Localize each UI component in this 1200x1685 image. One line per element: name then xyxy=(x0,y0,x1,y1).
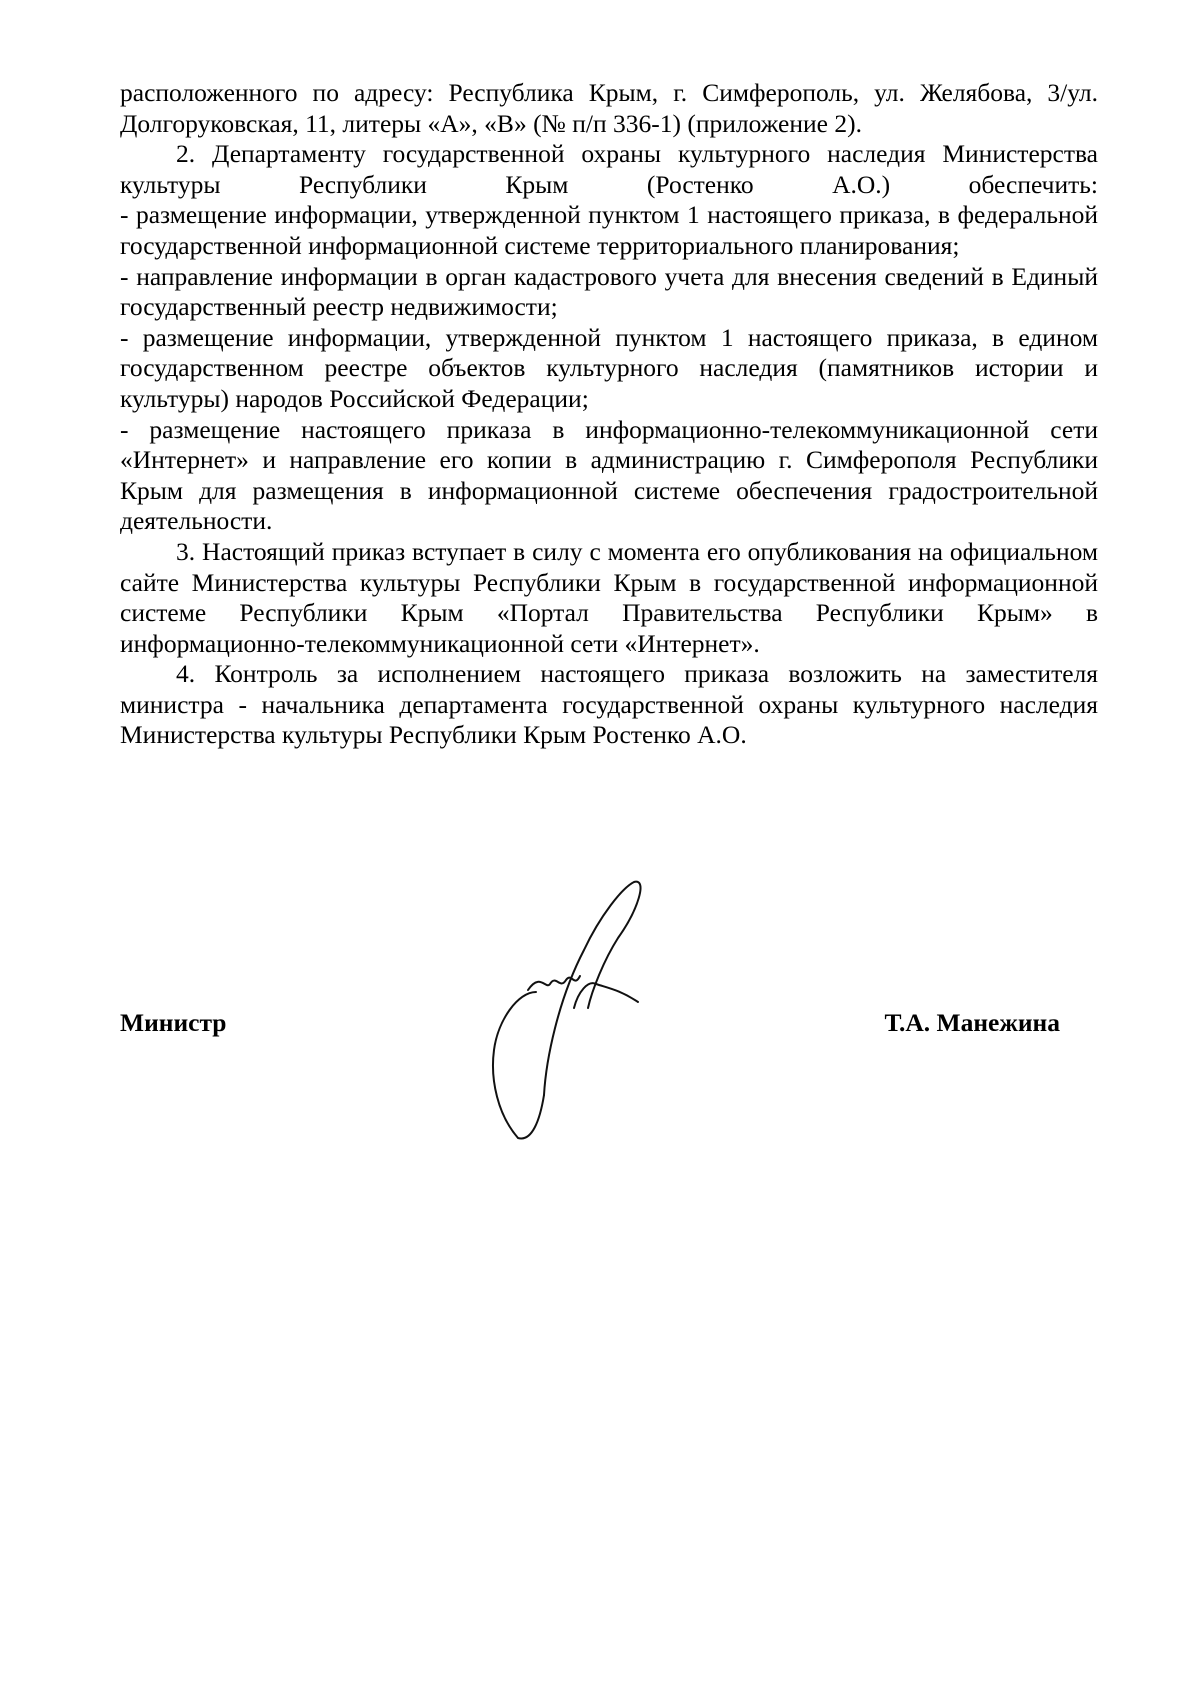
signer-name: Т.А. Манежина xyxy=(884,1008,1060,1037)
handwritten-signature xyxy=(488,880,678,1140)
document-body xyxy=(120,78,1098,751)
paragraph-bullet-3: - размещение информации, утвержденной пунктом 1 настоящего приказа, в едином государственном реестре объектов культурного наследия (памятников истории и культуры) народов Российской Федерации; xyxy=(120,322,1098,413)
paragraph-item-3: 3. Настоящий приказ вступает в силу с момента его опубликования на официальном сайте Министерства культуры Республики Крым в государственной информационной системе Республики Крым «Портал Правительства Республики Крым» в информационно-телекоммуникационной сети «Интернет». xyxy=(120,536,1098,658)
paragraph-bullet-2: - направление информации в орган кадастрового учета для внесения сведений в Единый государственный реестр недвижимости; xyxy=(120,261,1098,322)
paragraph-item-2: 2. Департаменту государственной охраны культурного наследия Министерства культуры Республики Крым (Ростенко А.О.) обеспечить: xyxy=(120,139,1098,199)
paragraph-bullet-1: - размещение информации, утвержденной пунктом 1 настоящего приказа, в федеральной государственной информационной системе территориального планирования; xyxy=(120,200,1098,260)
signer-title: Министр xyxy=(120,1008,227,1037)
paragraph-item-4: 4. Контроль за исполнением настоящего приказа возложить на заместителя министра - начальника департамента государственной охраны культурного наследия Министерства культуры Республики Крым Ростенко А.О. xyxy=(120,659,1098,750)
paragraph-bullet-4: - размещение настоящего приказа в информационно-телекоммуникационной сети «Интернет» и направление его копии в администрацию г. Симферополя Республики Крым для размещения в информационной системе обеспечения градостроительной деятельности. xyxy=(120,414,1098,536)
paragraph-address: расположенного по адресу: Республика Крым, г. Симферополь, ул. Желябова, 3/ул. Долгоруковская, 11, литеры «А», «В» (№ п/п 336-1) (приложение 2). xyxy=(120,78,1098,138)
